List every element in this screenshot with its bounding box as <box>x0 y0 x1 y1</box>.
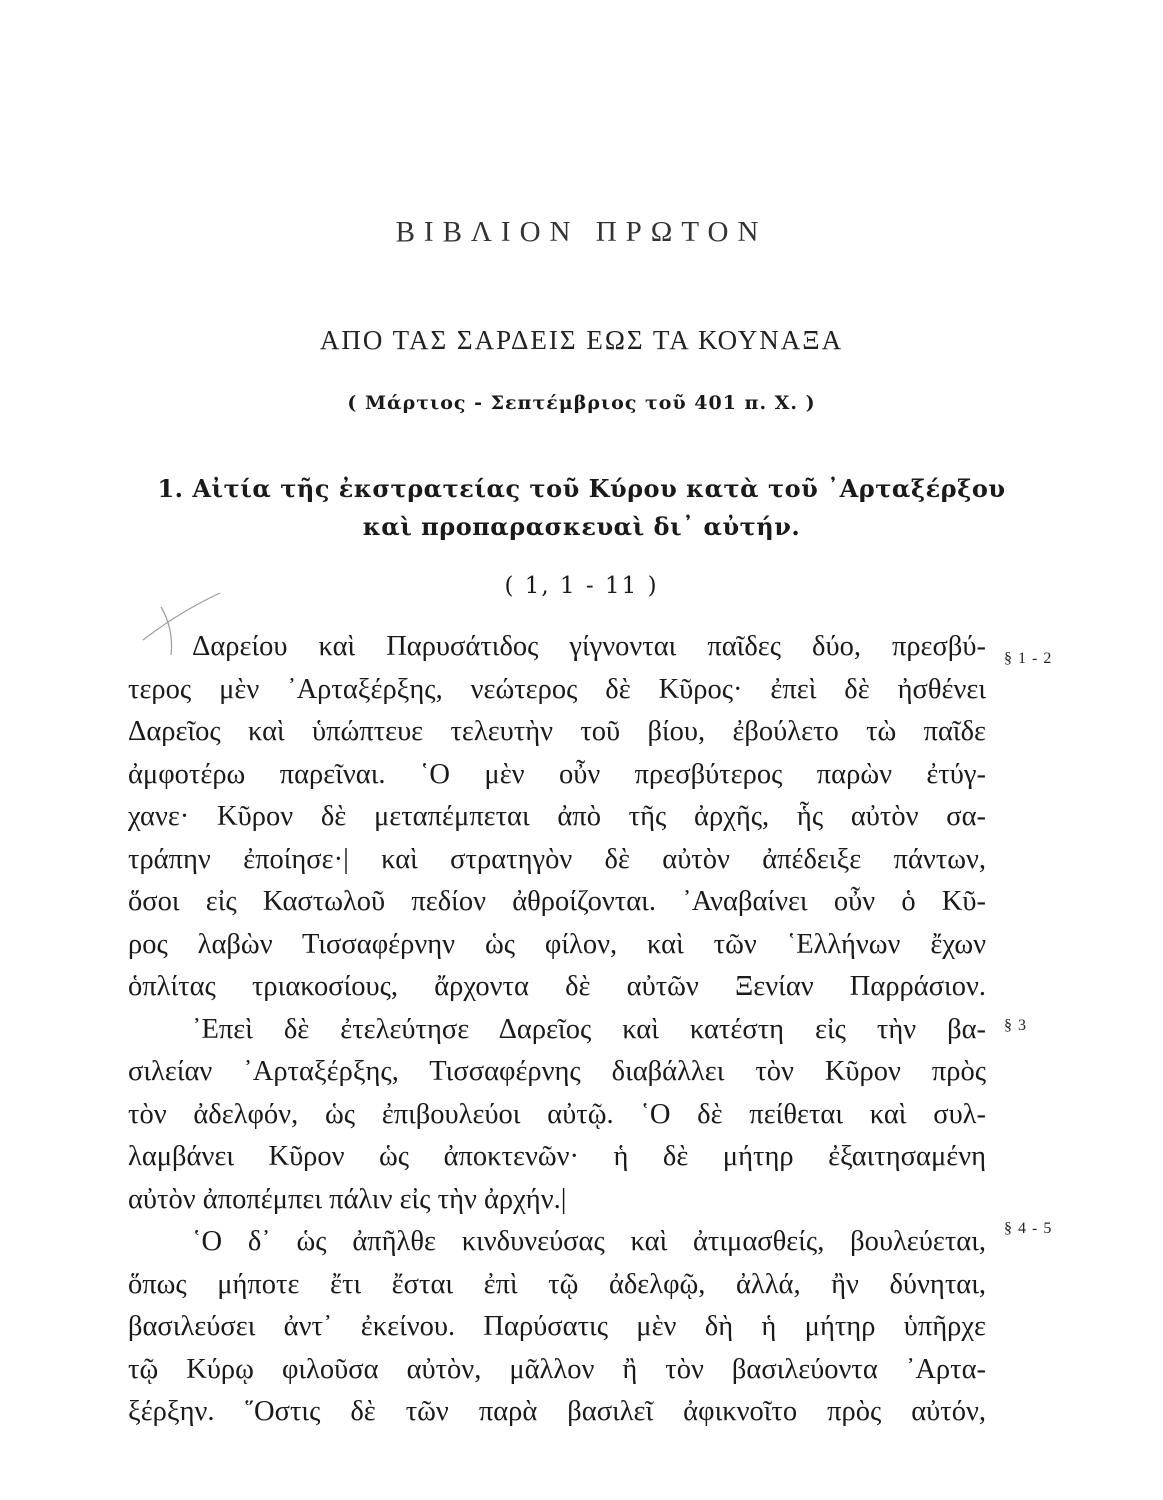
text-line: ξέρξην. ῞Οστις δὲ τῶν παρὰ βασιλεῖ ἀφικνοῖτο πρὸς αὐτόν, <box>128 1396 986 1427</box>
text-line: τράπην ἐποίησε·| καὶ στρατηγὸν δὲ αὐτὸν ἀπέδειξε πάντων, <box>128 843 986 875</box>
margin-note-section-1-2: § 1 - 2 <box>1004 650 1053 667</box>
text-line: τὸν ἀδελφόν, ὡς ἐπιβουλεύοι αὐτῷ. ῾Ο δὲ πείθεται καὶ συλ- <box>128 1098 986 1130</box>
text-line: τερος μὲν ᾿Αρταξέρξης, νεώτερος δὲ Κῦρος· ἐπεὶ δὲ ἠσθένει <box>128 673 986 705</box>
text-line: ὅπως μήποτε ἔτι ἔσται ἐπὶ τῷ ἀδελφῷ, ἀλλά, ἢν δύνηται, <box>128 1268 986 1300</box>
text-line: ῾Ο δ᾿ ὡς ἀπῆλθε κινδυνεύσας καὶ ἀτιμασθείς, βουλεύεται, <box>192 1226 986 1257</box>
margin-note-section-4-5: § 4 - 5 <box>1004 1220 1053 1237</box>
text-line: χανε· Κῦρον δὲ μεταπέμπεται ἀπὸ τῆς ἀρχῆς, ἧς αὐτὸν σα- <box>128 801 986 832</box>
section-title: ΑΠΟ ΤΑΣ ΣΑΡΔΕΙΣ ΕΩΣ ΤΑ ΚΟΥΝΑΞΑ <box>319 325 844 355</box>
text-line: ρος λαβὼν Τισσαφέρνην ὡς φίλον, καὶ τῶν ῾Ελλήνων ἔχων <box>128 928 986 960</box>
text-line: σιλείαν ᾿Αρταξέρξης, Τισσαφέρνης διαβάλλει τὸν Κῦρον πρὸς <box>128 1056 986 1087</box>
book-title: ΒΙΒΛΙΟΝ ΠΡΩΤΟΝ <box>395 216 768 248</box>
date-range: ( Μάρτιος - Σεπτέμβριος τοῦ 401 π. Χ. ) <box>347 392 816 414</box>
passage-reference: ( 1, 1 - 11 ) <box>504 573 659 599</box>
chapter-heading-line-1: 1. Αἰτία τῆς ἐκστρατείας τοῦ Κύρου κατὰ τοῦ ᾿Αρταξέρξου <box>157 474 1006 503</box>
text-line: τῷ Κύρῳ φιλοῦσα αὐτὸν, μᾶλλον ἢ τὸν βασιλεύοντα ᾿Αρτα- <box>128 1353 986 1385</box>
text-line: ὁπλίτας τριακοσίους, ἄρχοντα δὲ αὐτῶν Ξενίαν Παρράσιον. <box>128 971 986 1002</box>
text-line: ᾿Επεὶ δὲ ἐτελεύτησε Δαρεῖος καὶ κατέστη εἰς τὴν βα- <box>192 1013 986 1045</box>
text-line: ὅσοι εἰς Καστωλοῦ πεδίον ἀθροίζονται. ᾿Αναβαίνει οὖν ὁ Κῦ- <box>128 886 986 917</box>
text-line: Δαρεῖος καὶ ὑπώπτευε τελευτὴν τοῦ βίου, ἐβούλετο τὼ παῖδε <box>128 716 986 747</box>
text-line: αὐτὸν ἀποπέμπει πάλιν εἰς τὴν ἀρχήν.| <box>128 1183 567 1215</box>
body-text <box>128 626 986 1434</box>
chapter-heading <box>0 470 1163 546</box>
text-line: λαμβάνει Κῦρον ὡς ἀποκτενῶν· ἡ δὲ μήτηρ ἐξαιτησαμένη <box>128 1141 986 1172</box>
text-line: ἀμφοτέρω παρεῖναι. ῾Ο μὲν οὖν πρεσβύτερος παρὼν ἐτύγ- <box>128 758 986 790</box>
margin-note-section-3: § 3 <box>1004 1017 1027 1034</box>
chapter-heading-line-2: καὶ προπαρασκευαὶ δι᾿ αὐτήν. <box>362 512 801 541</box>
text-line: βασιλεύσει ἀντ᾿ ἐκείνου. Παρύσατις μὲν δὴ ἡ μήτηρ ὑπῆρχε <box>128 1311 986 1342</box>
text-line: Δαρείου καὶ Παρυσάτιδος γίγνονται παῖδες δύο, πρεσβύ- <box>192 631 986 662</box>
